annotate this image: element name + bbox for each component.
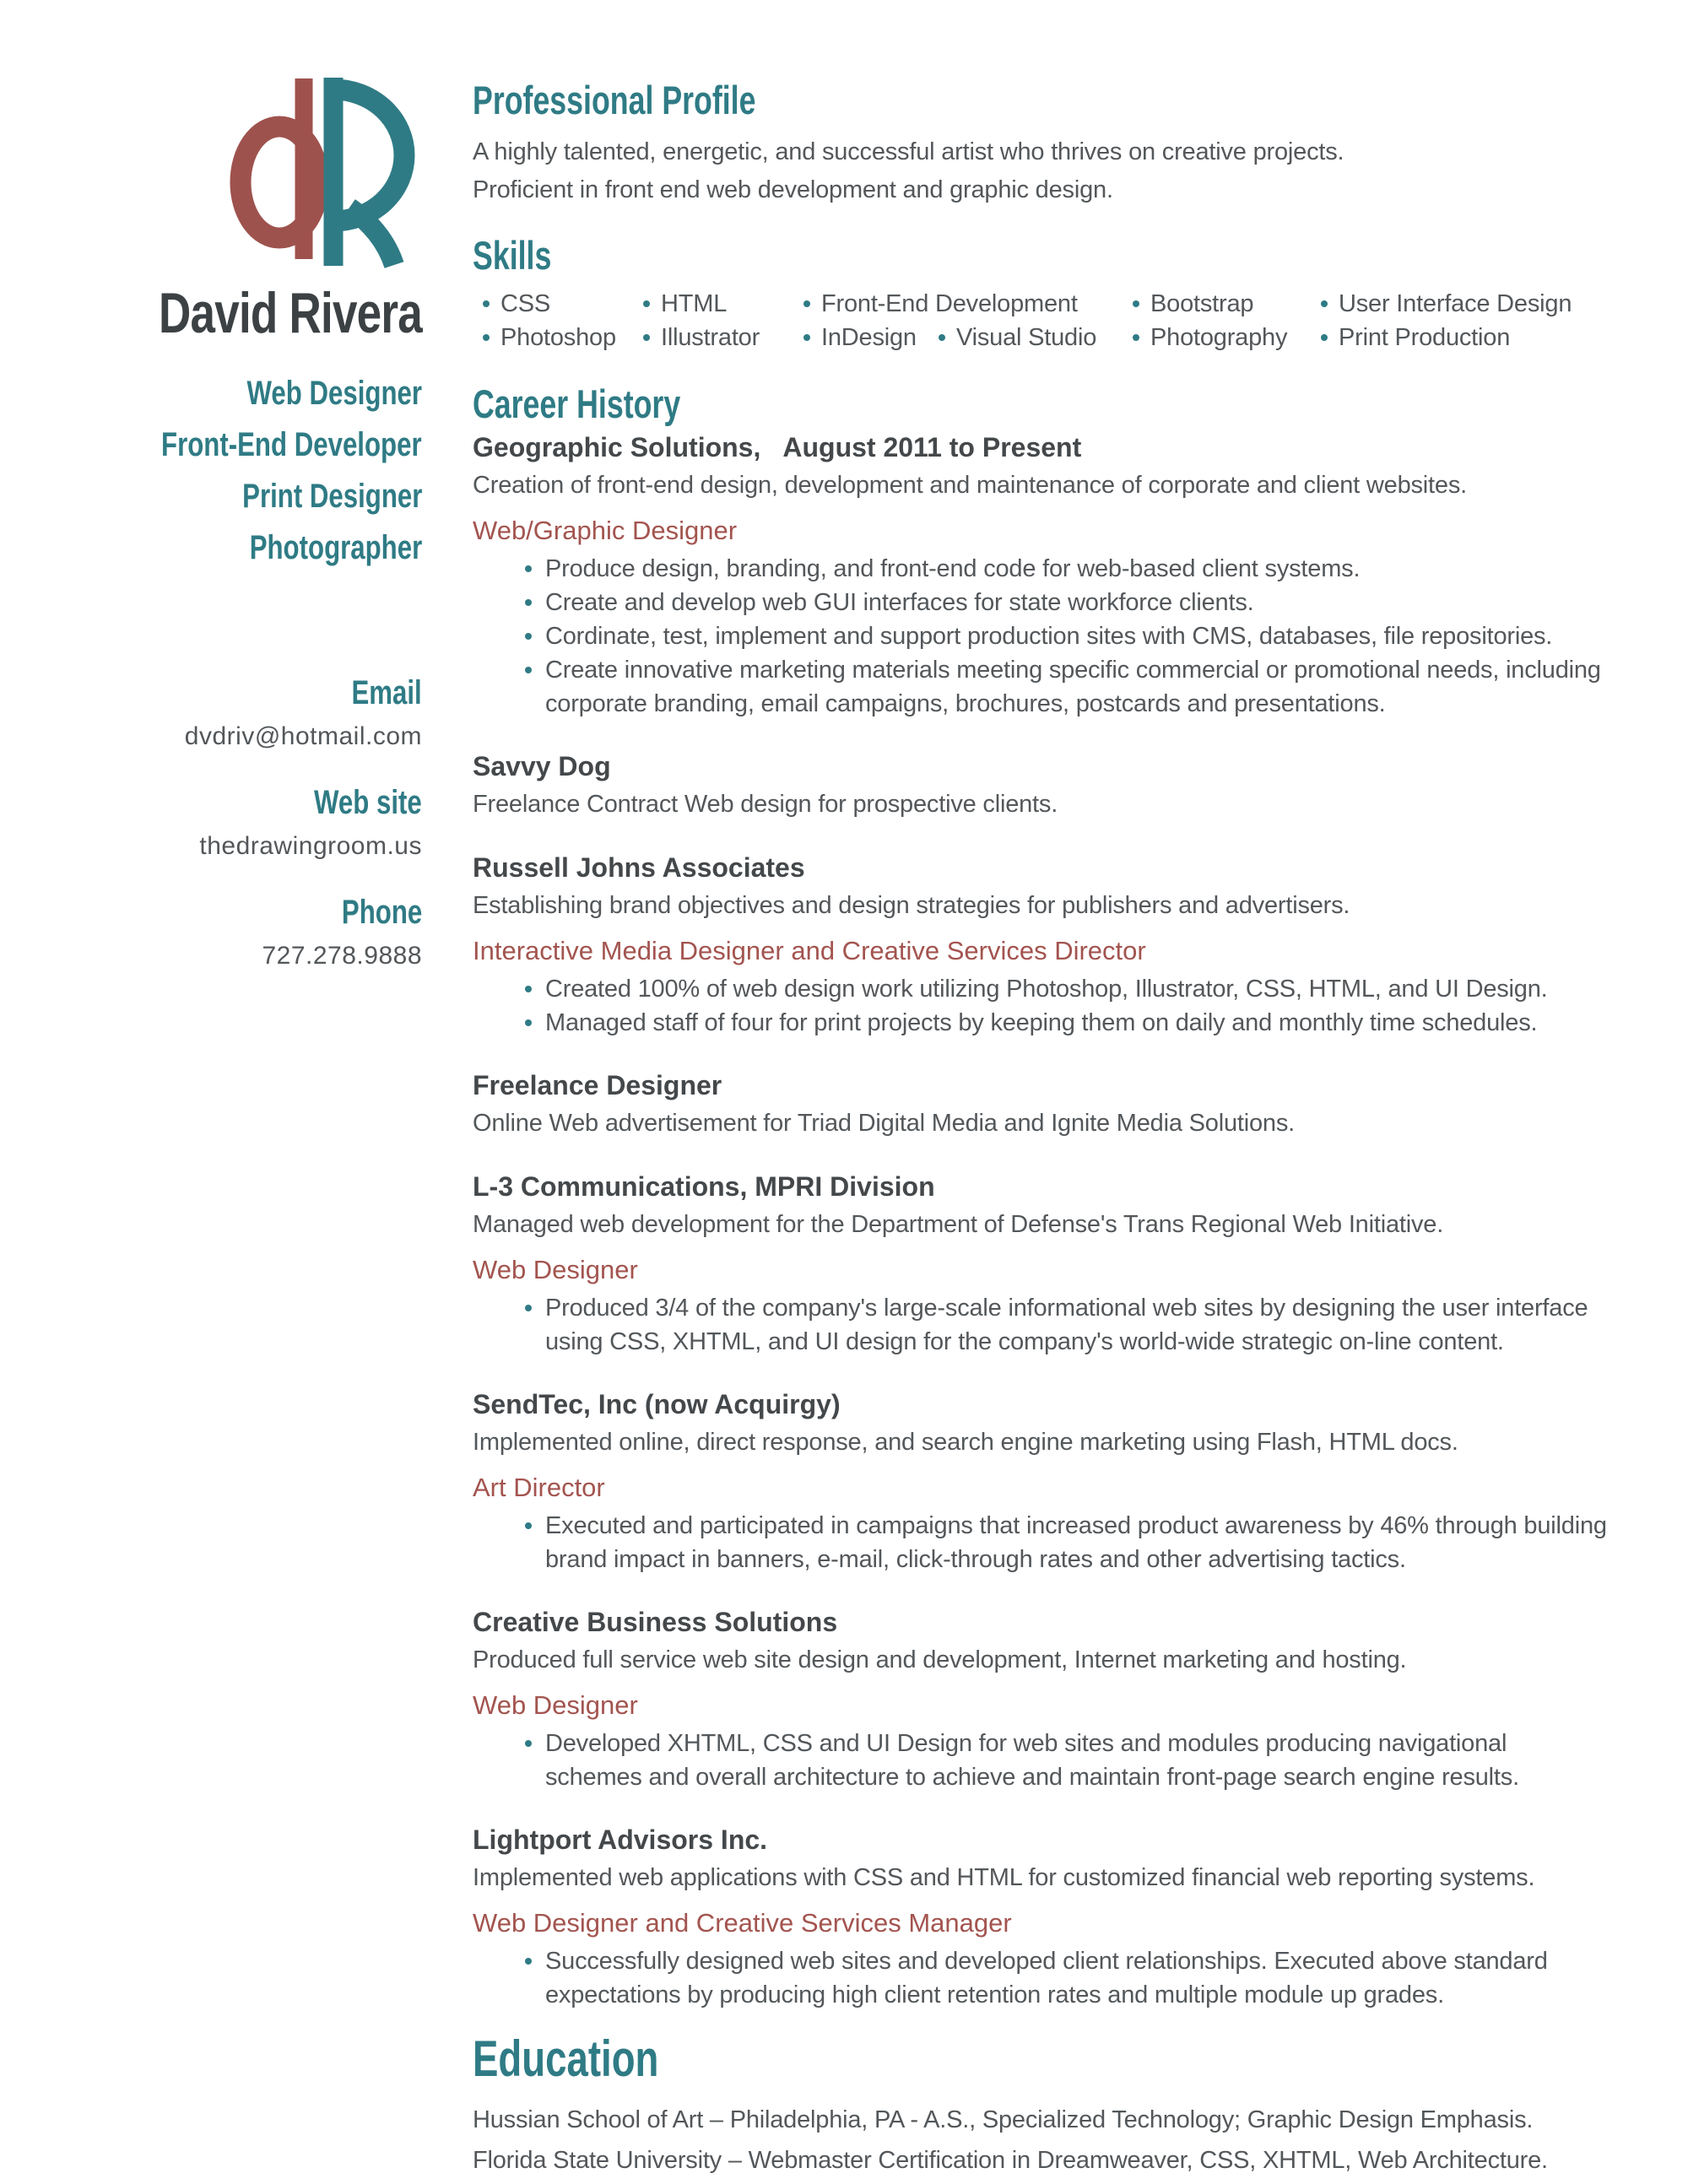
contact-label: Email [351, 674, 422, 711]
job-summary: Implemented online, direct response, and search engine marketing using Flash, HTML docs. [473, 1429, 1458, 1456]
bullet-icon [1321, 334, 1328, 341]
job-bullet-list [525, 1509, 1608, 1576]
job-company-line [473, 851, 1608, 884]
job-bullet: Create innovative marketing materials meeting specific commercial or promotional needs, including corporate branding, email campaigns, brochures, postcards and presentations. [525, 653, 1608, 721]
job-role-title: Web Designer [473, 1690, 638, 1720]
job-summary: Produced full service web site design and development, Internet marketing and hosting. [473, 1646, 1407, 1673]
contact-group [0, 668, 422, 756]
contact-label: Phone [341, 894, 422, 931]
company-name: L-3 Communications, MPRI Division [473, 1171, 935, 1202]
skill-item [1311, 321, 1608, 354]
skills-row-1 [473, 287, 1608, 321]
company-name: Russell Johns Associates [473, 852, 805, 883]
section-heading-career-history: Career History [473, 381, 681, 426]
job-company-line [473, 1387, 1608, 1421]
job-bullet: Produced 3/4 of the company's large-scale informational web sites by designing the user interface using CSS, XHTML, and UI design for the company's world-wide strategic on-line content. [525, 1291, 1608, 1359]
skill-item [473, 287, 633, 321]
skill-item [473, 321, 633, 354]
bullet-icon [803, 300, 810, 307]
bullet-icon [1133, 300, 1139, 307]
job-entry [473, 1387, 1608, 1576]
job-entry [473, 1068, 1608, 1141]
role-title: Print Designer [241, 478, 422, 515]
bullet-icon [939, 334, 945, 341]
job-summary: Freelance Contract Web design for prospective clients. [473, 791, 1058, 818]
bullet-icon [643, 334, 650, 341]
job-company-line [473, 1823, 1608, 1857]
profile-text [473, 133, 1608, 209]
job-company-line [473, 1605, 1608, 1639]
job-company-line [473, 1170, 1608, 1203]
skill-item [633, 287, 793, 321]
skill-label: Photoshop [500, 324, 616, 351]
job-bullet: Successfully designed web sites and developed client relationships. Executed above standard expectations by producing high client retention rates and multiple module up grades. [525, 1944, 1608, 2012]
job-summary: Establishing brand objectives and design strategies for publishers and advertisers. [473, 892, 1350, 919]
contact-group [0, 778, 422, 866]
dr-monogram-icon [226, 71, 422, 272]
section-heading-professional-profile: Professional Profile [473, 78, 756, 122]
skill-item [928, 321, 1123, 354]
education-list [473, 2100, 1608, 2181]
person-name: David Rivera [159, 281, 422, 345]
skill-item [1123, 321, 1311, 354]
job-role-title: Web Designer and Creative Services Manager [473, 1908, 1012, 1938]
bullet-icon [1133, 334, 1139, 341]
job-bullet: Developed XHTML, CSS and UI Design for web sites and modules producing navigational schemes and overall architecture to achieve and maintain front-page search engine results. [525, 1727, 1608, 1794]
contact-value: thedrawingroom.us [199, 832, 422, 860]
job-company-line [473, 430, 1608, 464]
job-bullet-list [525, 1291, 1608, 1359]
employment-dates: August 2011 to Present [782, 432, 1082, 462]
company-name: Creative Business Solutions [473, 1607, 838, 1637]
job-entry [473, 1823, 1608, 2012]
job-bullet: Executed and participated in campaigns that increased product awareness by 46% through building brand impact in banners, e-mail, click-through rates and other advertising tactics. [525, 1509, 1608, 1576]
job-bullet-list [525, 552, 1608, 721]
sidebar [0, 0, 427, 997]
company-name: Freelance Designer [473, 1070, 722, 1100]
main-content [473, 0, 1608, 2181]
skills-list [473, 287, 1608, 354]
role-title: Front-End Developer [161, 426, 422, 463]
bullet-icon [483, 300, 490, 307]
job-entry [473, 430, 1608, 721]
company-name: Lightport Advisors Inc. [473, 1825, 768, 1855]
job-bullet-list [525, 1727, 1608, 1794]
job-summary: Creation of front-end design, development and maintenance of corporate and client websites. [473, 472, 1467, 499]
job-summary: Managed web development for the Department of Defense's Trans Regional Web Initiative. [473, 1211, 1444, 1238]
dr-monogram-logo [226, 71, 422, 272]
role-title: Web Designer [246, 375, 422, 412]
role-titles [0, 368, 422, 574]
profile-line: Proficient in front end web development and graphic design. [473, 176, 1113, 203]
skill-label: User Interface Design [1339, 290, 1572, 317]
skill-label: Bootstrap [1150, 290, 1254, 317]
skill-label: HTML [661, 290, 728, 317]
bullet-icon [803, 334, 810, 341]
job-entry [473, 749, 1608, 822]
job-bullet-list [525, 972, 1608, 1040]
education-line: Hussian School of Art – Philadelphia, PA - A.S., Specialized Technology; Graphic Design Emphasis. [473, 2106, 1534, 2133]
skill-item [1123, 287, 1311, 321]
skill-item [1311, 287, 1608, 321]
bullet-icon [643, 300, 650, 307]
profile-line: A highly talented, energetic, and successful artist who thrives on creative projects. [473, 138, 1344, 165]
job-role-title: Web/Graphic Designer [473, 516, 738, 545]
contact-label: Web site [314, 784, 422, 821]
skill-label: Front-End Development [821, 290, 1078, 317]
skill-label: Photography [1150, 324, 1288, 351]
company-name: SendTec, Inc (now Acquirgy) [473, 1389, 841, 1419]
skill-label: Illustrator [661, 324, 760, 351]
skill-label: Visual Studio [956, 324, 1097, 351]
skill-label: Print Production [1339, 324, 1511, 351]
job-bullet-list [525, 1944, 1608, 2012]
job-entry [473, 1605, 1608, 1794]
contact-value: 727.278.9888 [262, 942, 422, 970]
job-role-title: Interactive Media Designer and Creative Services Director [473, 936, 1146, 965]
job-role-title: Web Designer [473, 1255, 638, 1284]
company-name: Geographic Solutions, [473, 432, 761, 462]
skill-item [793, 287, 1123, 321]
contact-info [0, 668, 422, 976]
contact-group [0, 888, 422, 976]
job-bullet: Produce design, branding, and front-end code for web-based client systems. [525, 552, 1608, 586]
bullet-icon [483, 334, 490, 341]
company-name: Savvy Dog [473, 751, 611, 781]
job-role-title: Art Director [473, 1473, 605, 1502]
section-heading-skills: Skills [473, 233, 552, 278]
job-list [473, 430, 1608, 2012]
job-summary: Online Web advertisement for Triad Digital Media and Ignite Media Solutions. [473, 1110, 1296, 1137]
bullet-icon [1321, 300, 1328, 307]
job-company-line [473, 1068, 1608, 1102]
job-bullet: Managed staff of four for print projects by keeping them on daily and monthly time schedules. [525, 1006, 1608, 1040]
job-summary: Implemented web applications with CSS and HTML for customized financial web reporting systems. [473, 1864, 1535, 1891]
role-title: Photographer [249, 529, 422, 566]
contact-value: dvdriv@hotmail.com [184, 722, 422, 750]
skill-item [633, 321, 793, 354]
job-entry [473, 1170, 1608, 1359]
skills-row-2 [473, 321, 1608, 354]
section-heading-education: Education [473, 2030, 659, 2087]
skill-item [793, 321, 928, 354]
skill-label: InDesign [821, 324, 917, 351]
education-line: Florida State University – Webmaster Certification in Dreamweaver, CSS, XHTML, Web Architecture. [473, 2147, 1548, 2174]
job-bullet: Created 100% of web design work utilizing Photoshop, Illustrator, CSS, HTML, and UI Design. [525, 972, 1608, 1006]
job-bullet: Create and develop web GUI interfaces for state workforce clients. [525, 586, 1608, 619]
job-bullet: Cordinate, test, implement and support production sites with CMS, databases, file repositories. [525, 619, 1608, 653]
job-entry [473, 851, 1608, 1040]
job-company-line [473, 749, 1608, 783]
skill-label: CSS [500, 290, 551, 317]
